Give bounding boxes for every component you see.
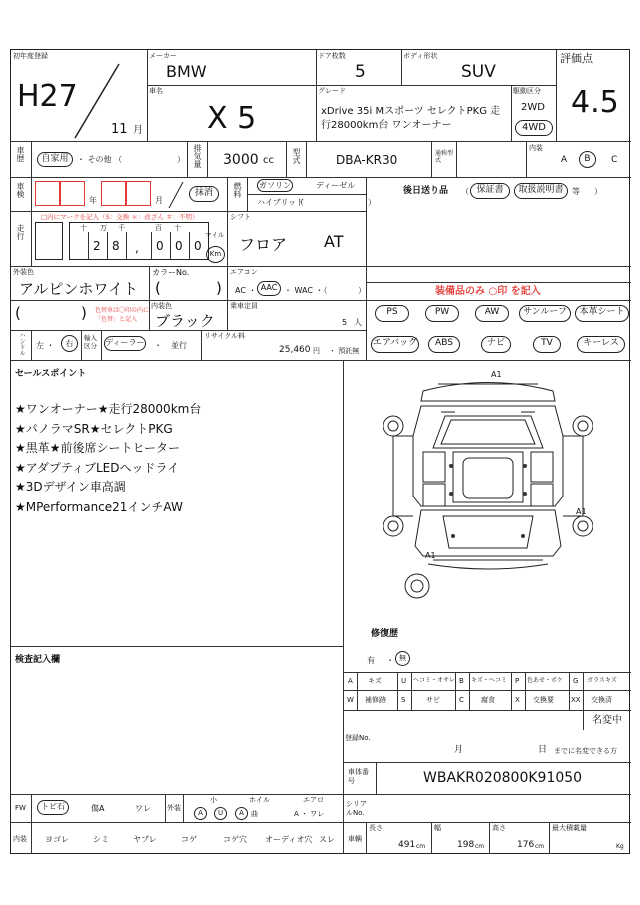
interior-tear: ヤブレ — [133, 835, 157, 844]
drive-2wd: 2WD — [521, 102, 545, 113]
legend-code-x: X — [515, 696, 520, 704]
equip-sunroof-circled: サンルーフ — [519, 305, 571, 322]
width-unit: cm — [475, 843, 485, 850]
repair-sep: ・ — [386, 656, 394, 665]
equip-abs-circled: ABS — [428, 336, 460, 353]
unit-hundred: 百 — [155, 224, 162, 232]
auction-sheet — [10, 49, 630, 854]
legend-code-b: B — [459, 677, 464, 685]
color-change-note-2: 「色替」と記入 — [95, 316, 138, 323]
dealer-circled: ディーラー — [104, 336, 146, 351]
inspection-year-box-1 — [35, 181, 60, 206]
odometer-box — [69, 222, 209, 260]
repair-yes: 有 — [367, 656, 375, 665]
fuel-label: 燃料 — [233, 182, 242, 198]
hybrid-option: ハイブリッド — [257, 198, 305, 207]
color-no-open: ( — [155, 279, 161, 297]
legend-code-u: U — [401, 677, 407, 685]
recycle-label: リサイクル料 — [204, 332, 246, 340]
color-change-note-1: 色替車は〇印の内に — [95, 307, 150, 314]
accessories-close-paren: ） — [594, 187, 602, 196]
first-registration-label: 初年度登録 — [13, 52, 48, 60]
recycle-value: 25,460 — [279, 345, 311, 355]
shift-label: シフト — [230, 213, 251, 221]
score-value: 4.5 — [571, 85, 619, 120]
legend-code-a: A — [348, 677, 353, 685]
legend-code-g: G — [573, 677, 579, 685]
aircon-aac-circled: AAC — [257, 281, 281, 296]
displacement-unit: cc — [263, 155, 274, 166]
aircon-ac: AC ・ — [235, 286, 257, 295]
hybrid-paren: （ ） — [296, 198, 376, 207]
chassis-number: WBAKR020800K91050 — [423, 770, 583, 786]
interior-audio-hole: オーディオ穴 — [265, 835, 313, 844]
score-label: 評価点 — [560, 52, 593, 65]
doors-value: 5 — [355, 62, 366, 82]
fw-scratch: 傷A — [91, 804, 105, 813]
grade-label: グレード — [318, 87, 346, 95]
interior-grade-c: C — [611, 155, 618, 165]
drive-label: 駆動区分 — [513, 87, 541, 95]
accessories-etc: 等 — [572, 187, 580, 196]
interior-color-label: 内装色 — [151, 302, 172, 310]
aircon-wac: ・ WAC ・（ — [284, 286, 328, 295]
maker-value: BMW — [166, 62, 207, 81]
width-label: 幅 — [434, 824, 441, 832]
damage-mark-top: A1 — [491, 370, 502, 379]
displacement-label: 排気量 — [193, 144, 202, 168]
fw-chipped-circled: トビ石 — [37, 800, 69, 815]
interior-stain: シミ — [93, 835, 109, 844]
odometer-digit: 0 — [175, 239, 183, 253]
inspection-slash — [167, 180, 185, 210]
odometer-digit: 8 — [112, 239, 120, 253]
sales-point: ★黒革★前後席シートヒーター — [15, 441, 181, 455]
gasoline-circled: ガソリン — [259, 181, 291, 190]
inspection-label: 車検 — [16, 182, 25, 198]
maker-label: メーカー — [149, 52, 177, 60]
height-value: 176 — [517, 840, 535, 850]
unit-ten: 十 — [174, 224, 181, 232]
aero-label: エアロ — [303, 796, 324, 804]
odometer-digit: 0 — [194, 239, 202, 253]
mileage-mark-note — [41, 213, 198, 221]
fw-crack: ワレ — [135, 804, 151, 813]
import-dot: ・ — [154, 341, 162, 350]
mark-note-star: ＊：改ざん — [131, 213, 164, 221]
legend-code-w: W — [347, 696, 354, 704]
sales-point: ★3Dデザイン車高調 — [15, 480, 126, 494]
model-label: 車名 — [149, 87, 163, 95]
interior-wear: スレ — [319, 835, 335, 844]
wheel-label: ホイル — [249, 796, 270, 804]
mile-label: マイル — [205, 231, 225, 239]
aircon-close-paren: ） — [358, 286, 366, 295]
first-registration-month: 11 — [111, 122, 128, 137]
legend-code-xx: XX — [571, 696, 581, 704]
sales-point: ★パノラマSR★セレクトPKG — [15, 421, 173, 436]
legend-text-repair: 補修跡 — [365, 696, 386, 704]
accessories-open-paren: （ — [461, 187, 469, 196]
exterior-a-circled: A — [194, 807, 207, 820]
exterior-color-label: 外装色 — [13, 268, 34, 276]
car-damage-diagram — [383, 376, 593, 601]
capacity-unit: 人 — [354, 318, 362, 327]
sales-points-list — [15, 400, 201, 517]
color-change-close: ) — [81, 304, 87, 322]
inspection-month-box-2 — [126, 181, 151, 206]
inspection-month-box-1 — [101, 181, 126, 206]
interior-grade-b-circled: B — [579, 151, 596, 168]
length-unit: cm — [416, 843, 426, 850]
first-registration-year: H27 — [17, 79, 78, 114]
manual-circled: 取扱説明書 — [514, 183, 568, 199]
legend-text-replaced: 交換済 — [591, 696, 612, 704]
repair-history-title: 修復歴 — [371, 629, 399, 639]
interior-dirt: ヨゴレ — [45, 835, 69, 844]
legend-code-p: P — [515, 677, 520, 685]
width-value: 198 — [457, 840, 475, 850]
handle-right-circled: 右 — [61, 335, 78, 352]
doors-label: ドア枚数 — [318, 52, 346, 60]
inspection-month-unit: 月 — [155, 196, 163, 205]
legend-text-scratch-dent: キズ・ヘコミ — [471, 677, 507, 684]
color-no-label: カラーNo. — [152, 268, 190, 277]
fw-label: FW — [15, 804, 26, 812]
sales-point: ★アダプティブLEDヘッドライ — [15, 460, 180, 475]
legend-text-dent: ヘコミ・オサレ — [413, 677, 455, 684]
warranty-circled: 保証書 — [470, 183, 510, 199]
legend-text-needs-replace: 交換要 — [533, 696, 554, 704]
exterior-color-value: アルピンホワイト — [19, 280, 138, 298]
equip-navi-circled: ナビ — [481, 336, 511, 353]
legend-text-rust: サビ — [426, 696, 440, 704]
model-code-label: 型式 — [292, 148, 301, 164]
length-value: 491 — [398, 840, 416, 850]
history-label: 車歴 — [16, 146, 25, 162]
wheel-a-circled: A — [235, 807, 248, 820]
diesel-option: ディーゼル — [316, 181, 356, 190]
equip-tv-circled: TV — [533, 336, 561, 353]
model-code-value: DBA-KR30 — [336, 153, 398, 167]
registration-label: 登録No. — [345, 734, 371, 742]
interior-color-value: ブラック — [155, 312, 215, 330]
handle-label: ハンドル — [18, 332, 25, 356]
color-no-close: ) — [216, 279, 222, 297]
repair-no-circled: 無 — [395, 651, 410, 666]
interior-grade-a: A — [561, 155, 568, 165]
bottom-interior-label: 内装 — [13, 835, 27, 843]
capacity-value: 5 — [342, 318, 348, 327]
legend-text-scratch: キズ — [368, 677, 382, 685]
odometer-digit: 0 — [156, 239, 164, 253]
legend-code-c: C — [459, 696, 464, 704]
drive-4wd-circled: 4WD — [515, 120, 553, 136]
color-change-open: ( — [15, 304, 21, 322]
legend-code-s: S — [401, 696, 406, 704]
equip-pw-circled: PW — [425, 305, 459, 322]
name-change: 名変中 — [592, 715, 622, 726]
mark-note-sharp: ＃：不明 — [165, 213, 192, 221]
grade-line-2: 行28000km台 ワンオーナー — [321, 120, 452, 131]
height-unit: cm — [535, 843, 545, 850]
inspection-year-unit: 年 — [89, 196, 97, 205]
import-label: 輸入区分 — [84, 334, 97, 350]
aircon-label: エアコン — [230, 268, 258, 276]
mark-note-s: S：交換 — [105, 213, 130, 221]
shift-position: フロア — [239, 235, 288, 254]
body-type-label: ボディ形状 — [403, 52, 438, 60]
legend-text-fade: 色あせ・ボケ — [527, 677, 564, 684]
capacity-label: 乗車定員 — [230, 302, 258, 310]
odometer-comma: , — [135, 241, 139, 255]
import-parallel: 並行 — [171, 341, 187, 350]
interior-burn-hole: コゲ穴 — [223, 835, 247, 844]
exterior-u-circled: U — [214, 807, 227, 820]
sales-points-title: セールスポイント — [15, 369, 87, 379]
unit-man: 万 — [100, 224, 107, 232]
mileage-label: 走行 — [16, 224, 25, 240]
equip-keyless-circled: キーレス — [577, 336, 625, 353]
equip-ps-circled: PS — [375, 305, 409, 322]
other-close-paren: ） — [177, 155, 185, 164]
odometer-digit: 2 — [93, 239, 101, 253]
deposit-none: ・ 預託無 — [329, 347, 360, 355]
damage-mark-left: A1 — [425, 551, 436, 560]
inspection-notes-title: 検査記入欄 — [15, 655, 61, 665]
exterior-label: 外装 — [167, 804, 181, 812]
reference-model-label: 通称型式 — [435, 150, 454, 164]
equip-leather-seat-circled: 本革シート — [575, 305, 629, 322]
registration-month-unit: 月 — [454, 745, 464, 755]
max-load-unit: Kg — [616, 843, 624, 850]
registration-day-unit: 日 — [538, 745, 548, 755]
body-type-value: SUV — [461, 62, 496, 82]
height-label: 高さ — [492, 824, 506, 832]
equip-aw-circled: AW — [475, 305, 509, 322]
shift-type: AT — [324, 232, 344, 251]
legend-text-glass: ガラスキズ — [587, 677, 617, 684]
displacement-value: 3000 — [223, 152, 259, 168]
wheel-bent: 曲 — [251, 810, 258, 818]
month-unit: 月 — [133, 125, 143, 136]
deleted-circled: 抹消 — [189, 186, 219, 202]
registration-note: までに名変できる方 — [554, 747, 617, 755]
own-use-circled: 自家用 — [37, 152, 73, 167]
model-value: X 5 — [207, 101, 257, 136]
exterior-small-label: 小 — [210, 796, 217, 804]
unit-thousand: 千 — [118, 224, 125, 232]
damage-mark-right: A1 — [576, 507, 587, 516]
interior-burn: コゲ — [181, 835, 197, 844]
grade-line-1: xDrive 35i Mスポーツ セレクトPKG 走 — [321, 106, 501, 117]
equip-airbag-circled: エアバッグ — [371, 336, 419, 353]
accessories-label: 後日送り品 — [403, 186, 449, 196]
recycle-unit: 円 — [313, 347, 320, 355]
vehicle-dims-label: 車輌 — [348, 835, 362, 843]
length-label: 長さ — [369, 824, 383, 832]
mark-note-prefix: □内にマークを記入（ — [41, 213, 106, 221]
interior-grade-label: 内装 — [529, 144, 543, 152]
equipment-note: 装備品のみ ○印 を記入 — [435, 286, 541, 297]
km-circled: Km — [206, 246, 225, 263]
max-load-label: 最大積載量 — [552, 824, 587, 832]
unit-ten-man: 十 — [80, 224, 87, 232]
mark-note-suffix: ） — [191, 213, 199, 221]
aero-values: A ・ ワレ — [294, 810, 325, 818]
chassis-label: 車体番号 — [348, 768, 369, 785]
legend-text-corrosion: 腐食 — [481, 696, 495, 704]
handle-left: 左 ・ — [36, 341, 55, 350]
sales-point: ★MPerformance21インチAW — [15, 499, 183, 514]
mileage-mark-box — [35, 222, 63, 260]
other-use: ・ その他 （ — [77, 155, 123, 164]
serial-label: シリアルNo. — [346, 800, 367, 817]
inspection-year-box-2 — [60, 181, 85, 206]
sales-point: ★ワンオーナー★走行28000km台 — [15, 402, 202, 416]
